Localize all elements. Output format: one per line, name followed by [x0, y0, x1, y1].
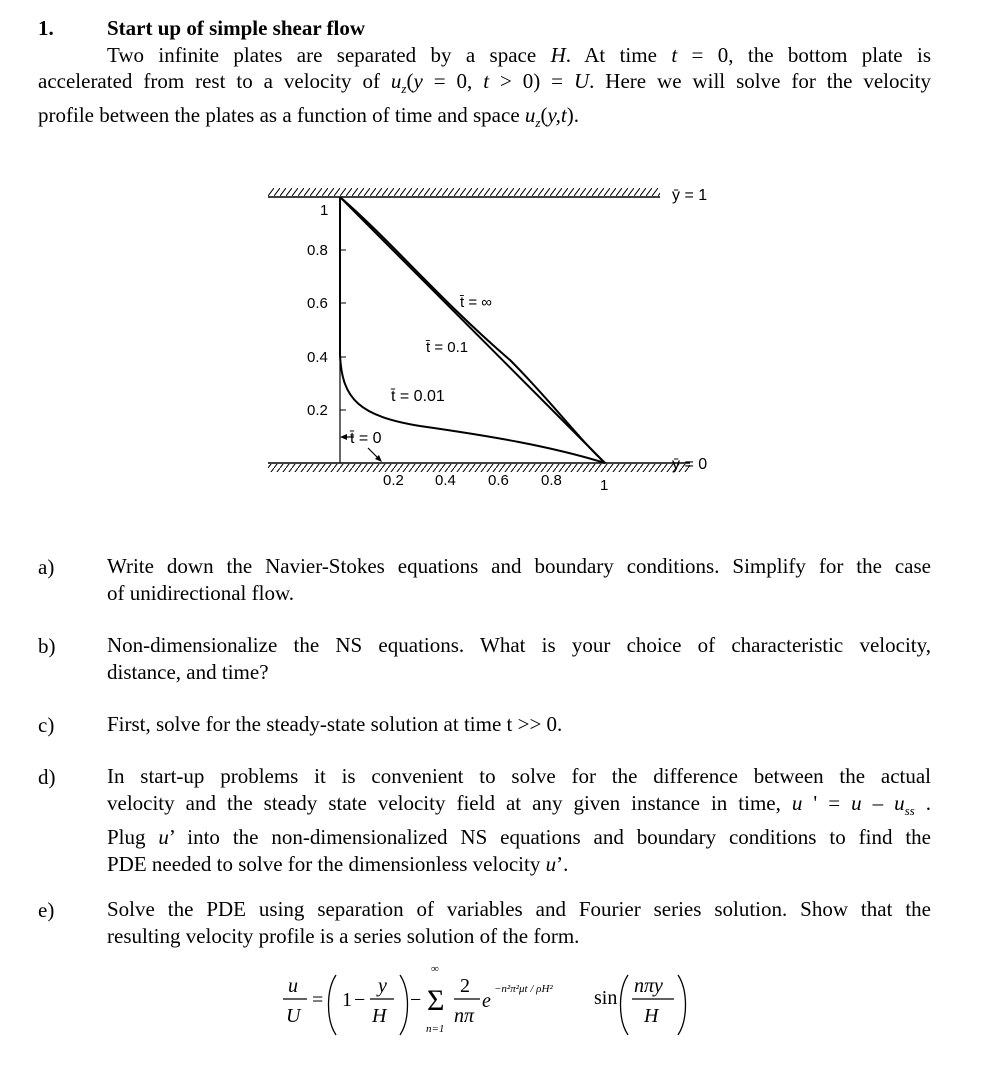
bottom-plate-label: ȳ = 0 [672, 456, 708, 473]
intro-line-2: accelerated from rest to a velocity of $u_z(y = 0$, t > 0) = U. Here we will solve for the velocity [38, 69, 931, 97]
question-d-label: d) [38, 765, 56, 789]
eq-sin: sin [594, 987, 618, 1009]
bottom-plate-hatch [268, 464, 690, 472]
intro-line-3: profile between the plates as a function of time and space $u_z(y,t)$. [38, 103, 579, 131]
problem-number: 1. [38, 16, 54, 40]
eq-equals: = [312, 989, 324, 1011]
eq-two: 2 [460, 975, 470, 997]
y-tick-label: 0.2 [307, 402, 328, 419]
label-t-0.1: t̄ = 0.1 [426, 339, 469, 356]
curve-t-infinity [340, 197, 605, 463]
problem-title: Start up of simple shear flow [107, 16, 366, 40]
eq-U: U [286, 1005, 301, 1027]
question-a-label: a) [38, 555, 55, 579]
question-a-text: Write down the Navier-Stokes equations and boundary conditions. Simplify for the case of unidirectional flow. [107, 554, 931, 605]
y-tick-label: 0.6 [307, 295, 328, 312]
x-tick-label: 1 [600, 477, 609, 494]
velocity-series-equation [250, 960, 770, 1040]
label-t-infinity: t̄ = ∞ [460, 294, 492, 311]
x-tick-label: 0.2 [383, 472, 404, 489]
y-tick-label: 0.4 [307, 349, 328, 366]
question-e-label: e) [38, 898, 55, 922]
eq-infinity: ∞ [431, 963, 439, 975]
question-e-text: Solve the PDE using separation of variables and Fourier series solution. Show that the resulting velocity profile is a series solution of the form. [107, 897, 931, 948]
eq-one: 1 [342, 989, 352, 1011]
eq-minus-2: − [410, 989, 422, 1011]
top-plate-label: ȳ = 1 [672, 187, 708, 204]
question-c-label: c) [38, 713, 55, 737]
velocity-profile-figure [250, 180, 730, 500]
intro-line-1: Two infinite plates are separated by a space H. At time t = 0, the bottom plate is [107, 43, 931, 67]
y-tick-label: 0.8 [307, 242, 328, 259]
x-tick-label: 0.4 [435, 472, 456, 489]
label-t-0: t̄ = 0 [350, 430, 382, 447]
top-plate-hatch [268, 188, 660, 196]
arrowhead-t-0 [340, 434, 347, 440]
eq-u: u [288, 975, 298, 997]
question-b-text: Non-dimensionalize the NS equations. What is your choice of characteristic velocity, distance, and time? [107, 633, 931, 684]
y-tick-label: 1 [320, 202, 329, 219]
eq-e: e [482, 990, 491, 1012]
x-tick-label: 0.8 [541, 472, 562, 489]
eq-npi: nπ [454, 1005, 475, 1027]
eq-npiy: nπy [634, 975, 663, 997]
question-c-text: First, solve for the steady-state solution at time t >> 0. [107, 712, 563, 736]
question-b-label: b) [38, 634, 56, 658]
problem-intro [38, 42, 931, 136]
eq-n1: n=1 [426, 1023, 445, 1035]
question-d-text: In start-up problems it is convenient to solve for the difference between the actual velocity and the steady state velocity field at any given instance in time, u ' = u – $u_{ss}$ . Plug u’ into the non-dimensionalized NS equations and boundary conditions to find the PDE needed to solve for the dimensionless velocity u’. [107, 764, 932, 876]
eq-H: H [372, 1005, 387, 1027]
eq-minus-1: − [354, 989, 366, 1011]
eq-y: y [378, 975, 387, 997]
eq-exponent: −n²π²μt / ρH² [494, 983, 553, 995]
label-t-0.01: t̄ = 0.01 [391, 388, 445, 405]
eq-sigma: Σ [427, 984, 445, 1017]
x-tick-label: 0.6 [488, 472, 509, 489]
eq-H2: H [644, 1005, 659, 1027]
